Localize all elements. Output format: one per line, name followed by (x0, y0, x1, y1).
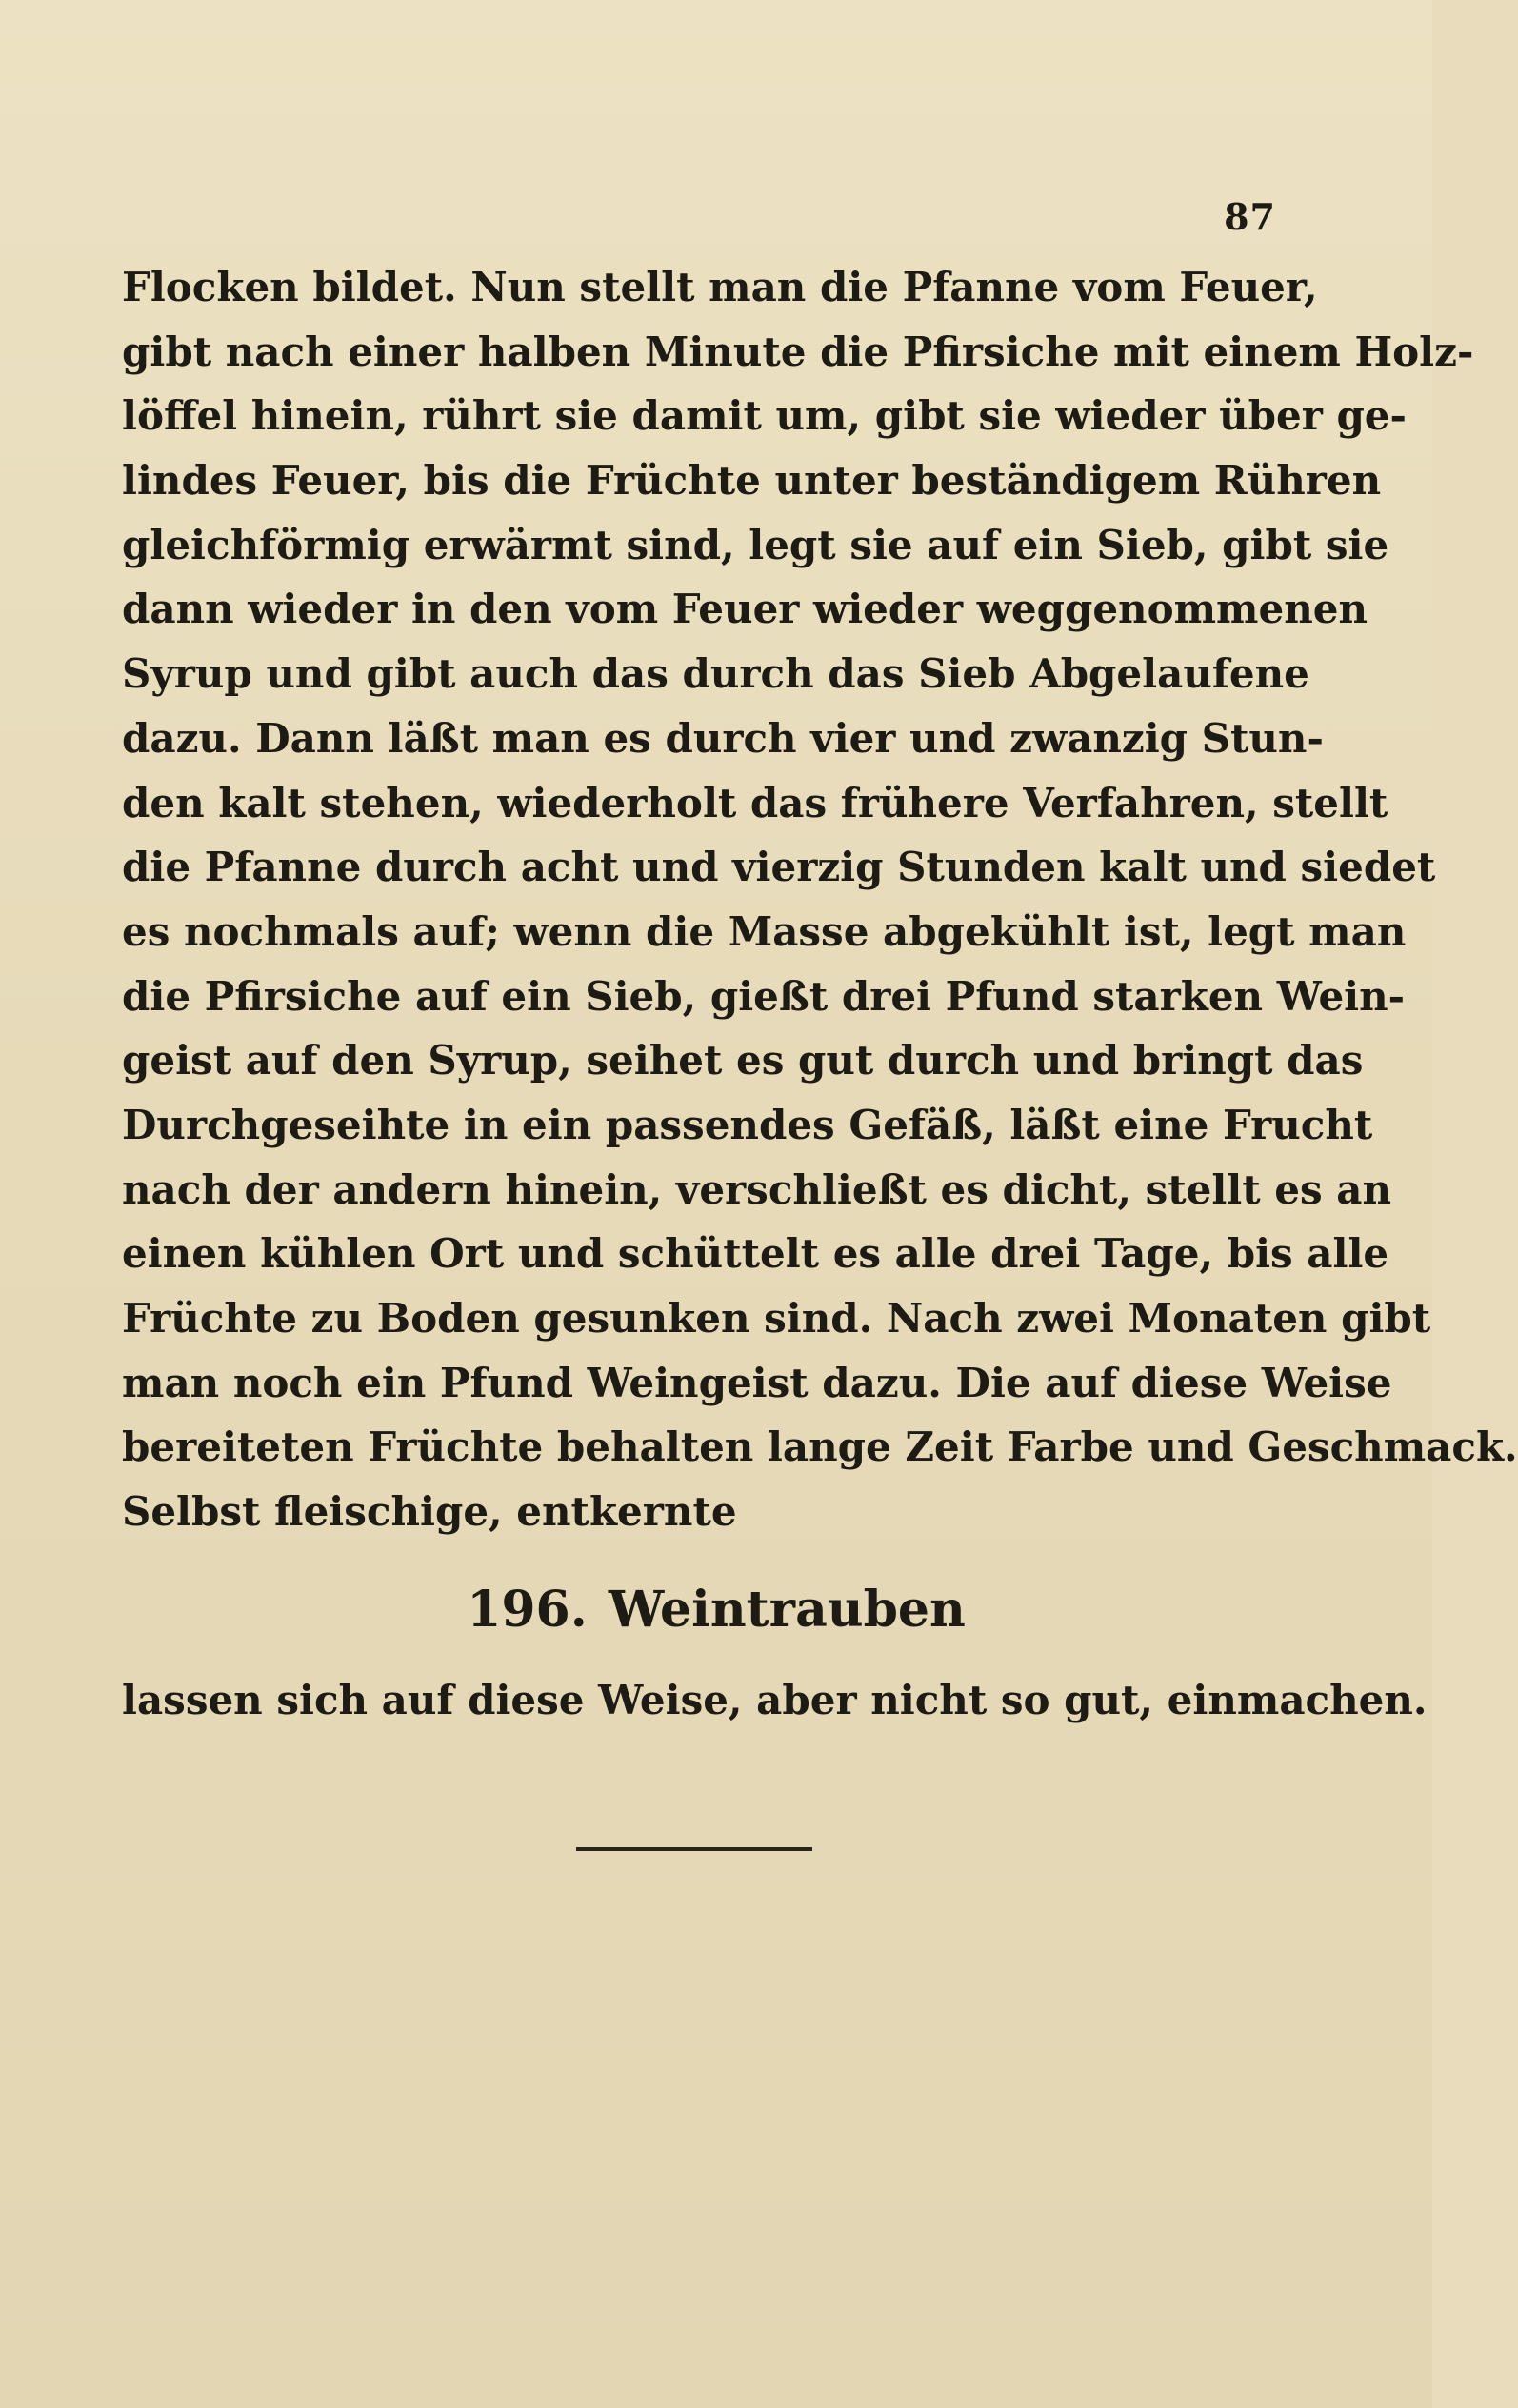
text-line: lindes Feuer, bis die Früchte unter beständigem Rühren (122, 457, 1382, 505)
text-line: gleichförmig erwärmt sind, legt sie auf ein Sieb, gibt sie (122, 521, 1389, 568)
text-line: einen kühlen Ort und schüttelt es alle drei Tage, bis alle (122, 1230, 1389, 1278)
text-line: Syrup und gibt auch das durch das Sieb Abgelaufene (122, 650, 1309, 698)
text-line: die Pfanne durch acht und vierzig Stunden kalt und siedet (122, 844, 1436, 891)
section-text: lassen sich auf diese Weise, aber nicht so gut, einmachen. (122, 1677, 1428, 1723)
text-line: es nochmals auf; wenn die Masse abgekühlt ist, legt man (122, 907, 1407, 955)
text-line: bereiteten Früchte behalten lange Zeit Farbe und Geschmack. (122, 1423, 1518, 1471)
text-line: dazu. Dann läßt man es durch vier und zwanzig Stun- (122, 714, 1324, 762)
text-line: den kalt stehen, wiederholt das frühere Verfahren, stellt (122, 779, 1388, 826)
text-line: nach der andern hinein, verschließt es dicht, stellt es an (122, 1165, 1392, 1213)
recipe-paragraph (122, 255, 1518, 1544)
page-number: 87 (1224, 195, 1276, 238)
text-line: Flocken bildet. Nun stellt man die Pfanne vom Feuer, (122, 264, 1318, 310)
section-number: 196. (467, 1581, 588, 1639)
text-line: man noch ein Pfund Weingeist dazu. Die auf diese Weise (122, 1359, 1392, 1406)
text-line: geist auf den Syrup, seihet es gut durch und bringt das (122, 1037, 1364, 1085)
text-line: löffel hinein, rührt sie damit um, gibt sie wieder über ge- (122, 392, 1407, 440)
text-line: die Pfirsiche auf ein Sieb, gießt drei Pfund starken Wein- (122, 972, 1406, 1020)
section-title: Weintrauben (608, 1581, 966, 1639)
text-line-last: Selbst fleischige, entkernte (122, 1488, 737, 1536)
section-heading (0, 1581, 1432, 1639)
end-rule (576, 1847, 812, 1851)
text-line: Früchte zu Boden gesunken sind. Nach zwei Monaten gibt (122, 1295, 1431, 1342)
text-line: gibt nach einer halben Minute die Pfirsiche mit einem Holz- (122, 328, 1474, 375)
text-line: dann wieder in den vom Feuer wieder weggenommenen (122, 586, 1368, 633)
text-line: Durchgeseihte in ein passendes Gefäß, läßt eine Frucht (122, 1101, 1373, 1148)
